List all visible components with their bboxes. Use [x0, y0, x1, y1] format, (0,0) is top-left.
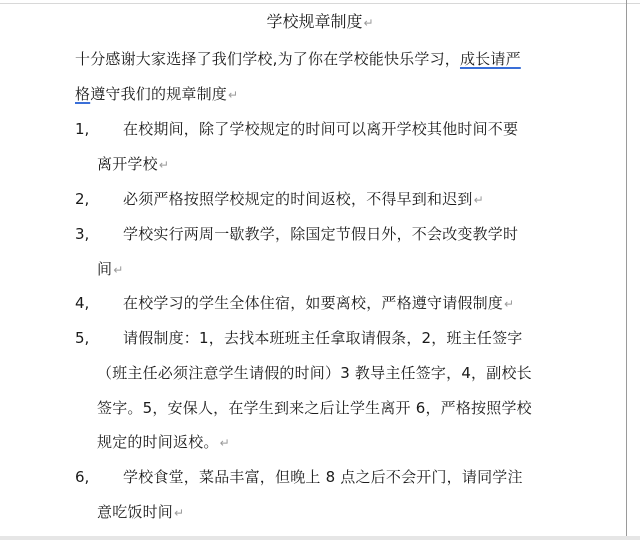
item-line: 请假制度：1，去找本班班主任拿取请假条，2，班主任签字	[123, 329, 523, 347]
item-text: 必须严格按照学校规定的时间返校，不得早到和迟到	[123, 190, 473, 208]
item-line-end	[97, 431, 230, 454]
paragraph-mark: ↵	[158, 158, 170, 172]
intro-text: 遵守我们的规章制度	[90, 85, 228, 103]
item-text: 离开学校	[97, 155, 158, 173]
paragraph-mark: ↵	[113, 263, 124, 277]
item-number: 2,	[75, 190, 90, 208]
item-line: 在校期间，除了学校规定的时间可以离开学校其他时间不要	[123, 120, 519, 138]
title-text: 学校规章制度	[266, 12, 363, 31]
item-number: 1,	[75, 120, 90, 138]
underlined-text: 成长请严	[459, 50, 521, 68]
top-edge	[0, 0, 640, 4]
paragraph-mark: ↵	[473, 193, 484, 207]
item-text: 意吃饭时间	[97, 503, 174, 521]
item-line: （班主任必须注意学生请假的时间）3 教导主任签字，4，副校长	[97, 364, 532, 382]
item-line: 学校食堂，菜品丰富，但晚上 8 点之后不会开门，请同学注	[123, 468, 523, 486]
paragraph-mark: ↵	[504, 297, 515, 311]
underlined-text: 格	[75, 85, 91, 103]
paragraph-mark: ↵	[363, 16, 374, 30]
page-bottom-edge	[0, 536, 640, 540]
document-title	[0, 8, 640, 37]
item-number: 4,	[75, 294, 90, 312]
item-text: 在校学习的学生全体住宿，如要离校，严格遵守请假制度	[123, 294, 504, 312]
item-line-end	[123, 292, 514, 315]
item-number: 6,	[75, 468, 90, 486]
intro-text: 十分感谢大家选择了我们学校,为了你在学校能快乐学习，	[75, 50, 460, 68]
item-line: 学校实行两周一歇教学，除国定节假日外，不会改变教学时	[123, 225, 519, 243]
item-number: 5,	[75, 329, 90, 347]
paragraph-mark: ↵	[228, 88, 239, 102]
item-number: 3,	[75, 225, 90, 243]
item-line: 签字。5，安保人，在学生到来之后让学生离开 6，严格按照学校	[97, 399, 532, 417]
item-line-end	[97, 153, 169, 176]
page-right-edge	[626, 0, 627, 540]
item-text: 间	[97, 260, 113, 278]
item-line-end	[97, 501, 184, 524]
intro-line-2	[75, 83, 238, 106]
item-line-end	[97, 258, 123, 281]
paragraph-mark: ↵	[219, 436, 230, 450]
intro-line-1	[75, 48, 521, 70]
paragraph-mark: ↵	[174, 506, 185, 520]
item-text: 规定的时间返校。	[97, 433, 219, 451]
item-line-end	[123, 188, 484, 211]
